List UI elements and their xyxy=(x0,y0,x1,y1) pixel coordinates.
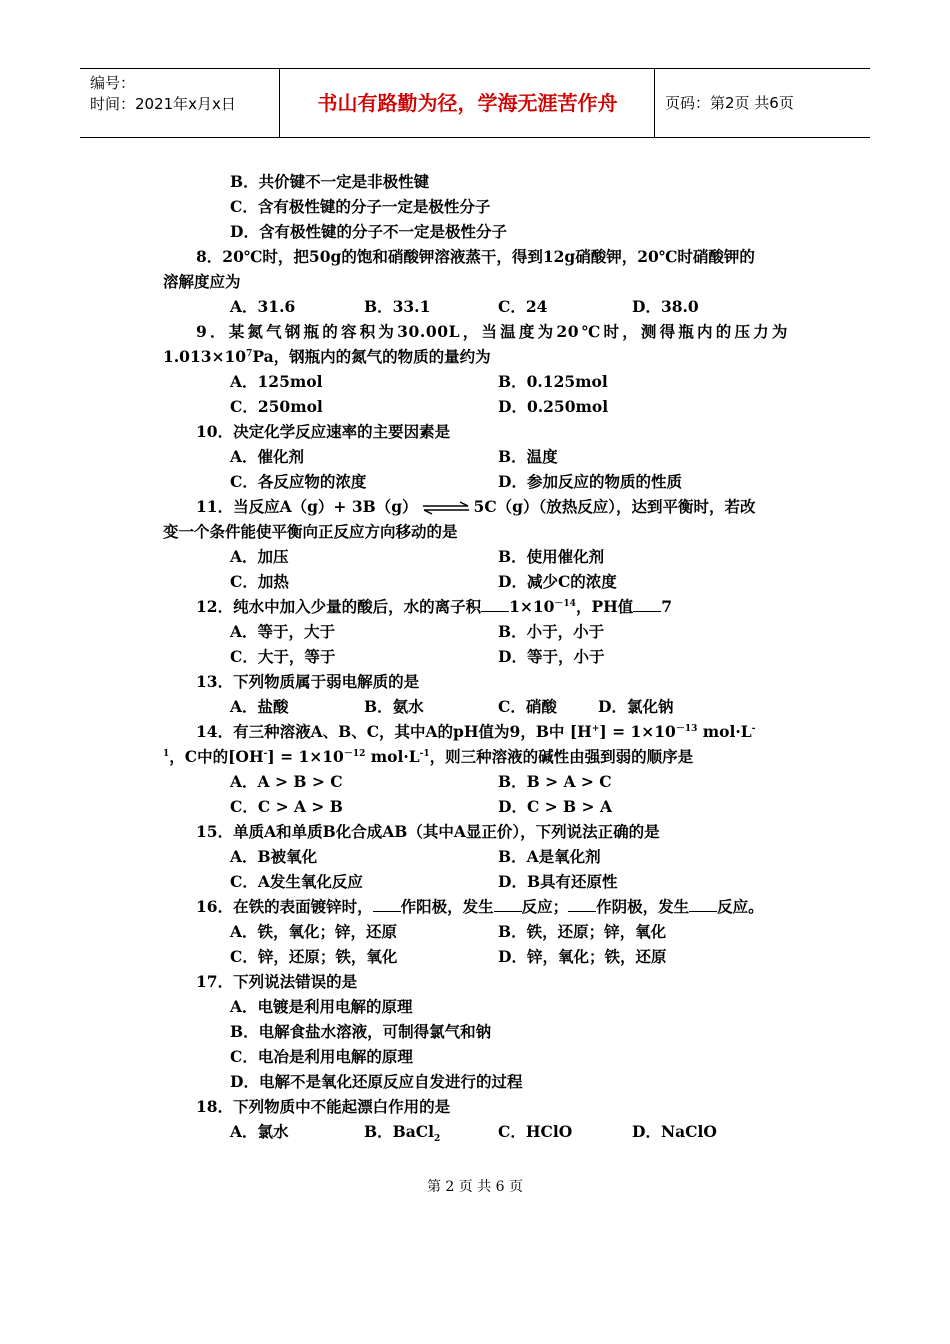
q12-option-d: D．等于，小于 xyxy=(498,647,605,666)
q16-option-d: D．锌，氧化；铁，还原 xyxy=(498,947,667,966)
q16-option-a: A．铁，氧化；锌，还原 xyxy=(230,922,398,941)
q14-option-c: C．C > A > B xyxy=(230,797,343,816)
q18-option-a: A．氯水 xyxy=(230,1122,289,1141)
q17-option-a: A．电镀是利用电解的原理 xyxy=(230,997,413,1016)
q11-stem-line2: 变一个条件能使平衡向正反应方向移动的是 xyxy=(163,522,458,541)
q10-option-b: B．温度 xyxy=(498,447,558,466)
equilibrium-arrow-icon xyxy=(422,501,470,515)
q8-options xyxy=(230,295,790,319)
q8-option-c: C．24 xyxy=(498,297,548,316)
q12-options-row2 xyxy=(230,645,790,669)
q11-option-a: A．加压 xyxy=(230,547,289,566)
q9-option-c: C．250mol xyxy=(230,397,323,416)
q14-stem-line1: 14．有三种溶液A、B、C，其中A的pH值为9，B中 $[H^+] = 1\times 10^{-13}$ mol·L- xyxy=(196,722,756,741)
q15-options-row1 xyxy=(230,845,790,869)
q12-stem: 12．纯水中加入少量的酸后，水的离子积 $1\times 10^{-14}$，PH值 7 xyxy=(196,597,673,616)
q16-options-row1 xyxy=(230,920,790,944)
q10-stem: 10．决定化学反应速率的主要因素是 xyxy=(196,422,451,441)
q7-option-d: D．含有极性键的分子不一定是极性分子 xyxy=(230,222,507,241)
q8-stem-line1: 8．20℃时，把50g的饱和硝酸钾溶液蒸干，得到12g硝酸钾，20℃时硝酸钾的 xyxy=(196,247,755,266)
q9-options-row2 xyxy=(230,395,790,419)
q16-option-c: C．锌，还原；铁，氧化 xyxy=(230,947,398,966)
q8-stem-line2: 溶解度应为 xyxy=(163,272,241,291)
q15-option-c: C．A发生氧化反应 xyxy=(230,872,363,891)
q9-stem-line2: $1.013\times 10^7Pa$，钢瓶内的氮气的物质的量约为 xyxy=(163,347,491,366)
q11-option-c: C．加热 xyxy=(230,572,289,591)
page-footer: 第 2 页 共 6 页 xyxy=(426,1179,524,1195)
q12-option-a: A．等于，大于 xyxy=(230,622,336,641)
q14-option-a: A．A > B > C xyxy=(230,772,343,791)
answer-blank xyxy=(373,895,401,912)
q16-option-b: B．铁，还原；锌，氧化 xyxy=(498,922,667,941)
q8-option-b: B．33.1 xyxy=(364,297,431,316)
q10-options-row2 xyxy=(230,470,790,494)
answer-blank xyxy=(689,895,717,912)
q10-option-a: A．催化剂 xyxy=(230,447,305,466)
header-meta xyxy=(80,69,280,137)
q15-options-row2 xyxy=(230,870,790,894)
q16-stem: 16．在铁的表面镀锌时， 作阳极，发生 反应； 作阴极，发生 反应。 xyxy=(196,897,764,916)
q14-option-b: B．B > A > C xyxy=(498,772,612,791)
q14-stem-line2: $^1$，C中的$[OH^-] = 1\times 10^{-12}$ $mol\cdot L^{-1}$，则三种溶液的碱性由强到弱的顺序是 xyxy=(163,747,694,766)
time-label: 时间：2021年x月x日 xyxy=(90,95,236,113)
q9-option-a: A．125mol xyxy=(230,372,323,391)
q11-options-row1 xyxy=(230,545,790,569)
q10-option-c: C．各反应物的浓度 xyxy=(230,472,367,491)
q18-option-b: B．BaCl$_2$ xyxy=(364,1122,441,1145)
q10-options-row1 xyxy=(230,445,790,469)
q9-option-d: D．0.250mol xyxy=(498,397,609,416)
q12-option-b: B．小于，小于 xyxy=(498,622,605,641)
q17-option-c: C．电冶是利用电解的原理 xyxy=(230,1047,413,1066)
page-header xyxy=(80,68,870,138)
q14-options-row1 xyxy=(230,770,790,794)
q11-stem-line1: 11．当反应A（g）+ 3B（g） 5C（g）（放热反应），达到平衡时，若改 xyxy=(196,497,756,516)
q15-option-b: B．A是氧化剂 xyxy=(498,847,601,866)
q11-option-d: D．减少C的浓度 xyxy=(498,572,617,591)
q18-option-c: C．HClO xyxy=(498,1122,573,1141)
q8-option-d: D．38.0 xyxy=(632,297,699,316)
q13-stem: 13．下列物质属于弱电解质的是 xyxy=(196,672,420,691)
q9-options-row1 xyxy=(230,370,790,394)
q16-options-row2 xyxy=(230,945,790,969)
number-label: 编号： xyxy=(90,74,136,92)
q18-option-d: D．NaClO xyxy=(632,1122,717,1141)
q17-option-b: B．电解食盐水溶液，可制得氯气和钠 xyxy=(230,1022,492,1041)
q8-option-a: A．31.6 xyxy=(230,297,296,316)
q11-options-row2 xyxy=(230,570,790,594)
q14-option-d: D．C > B > A xyxy=(498,797,612,816)
answer-blank xyxy=(481,595,509,612)
q12-option-c: C．大于，等于 xyxy=(230,647,336,666)
q15-stem: 15．单质A和单质B化合成AB（其中A显正价），下列说法正确的是 xyxy=(196,822,660,841)
q18-stem: 18．下列物质中不能起漂白作用的是 xyxy=(196,1097,451,1116)
q7-option-c: C．含有极性键的分子一定是极性分子 xyxy=(230,197,491,216)
q12-options-row1 xyxy=(230,620,790,644)
q10-option-d: D．参加反应的物质的性质 xyxy=(498,472,682,491)
q15-option-d: D．B具有还原性 xyxy=(498,872,618,891)
q13-option-d: D．氯化钠 xyxy=(598,697,674,716)
q17-stem: 17．下列说法错误的是 xyxy=(196,972,358,991)
q7-option-b: B．共价键不一定是非极性键 xyxy=(230,172,430,191)
header-motto: 书山有路勤为径，学海无涯苦作舟 xyxy=(281,69,655,137)
q14-options-row2 xyxy=(230,795,790,819)
q13-options xyxy=(230,695,790,719)
q9-stem-line1: 9．某氮气钢瓶的容积为30.00L，当温度为20℃时，测得瓶内的压力为 xyxy=(196,322,788,341)
q11-option-b: B．使用催化剂 xyxy=(498,547,605,566)
q15-option-a: A．B被氧化 xyxy=(230,847,318,866)
answer-blank xyxy=(568,895,596,912)
answer-blank xyxy=(633,595,661,612)
q13-option-b: B．氨水 xyxy=(364,697,424,716)
answer-blank xyxy=(494,895,522,912)
q13-option-a: A．盐酸 xyxy=(230,697,289,716)
q17-option-d: D．电解不是氧化还原反应自发进行的过程 xyxy=(230,1072,523,1091)
q18-options xyxy=(230,1120,790,1144)
q13-option-c: C．硝酸 xyxy=(498,697,557,716)
q9-option-b: B．0.125mol xyxy=(498,372,608,391)
header-page-label: 页码：第2页 共6页 xyxy=(665,94,794,112)
